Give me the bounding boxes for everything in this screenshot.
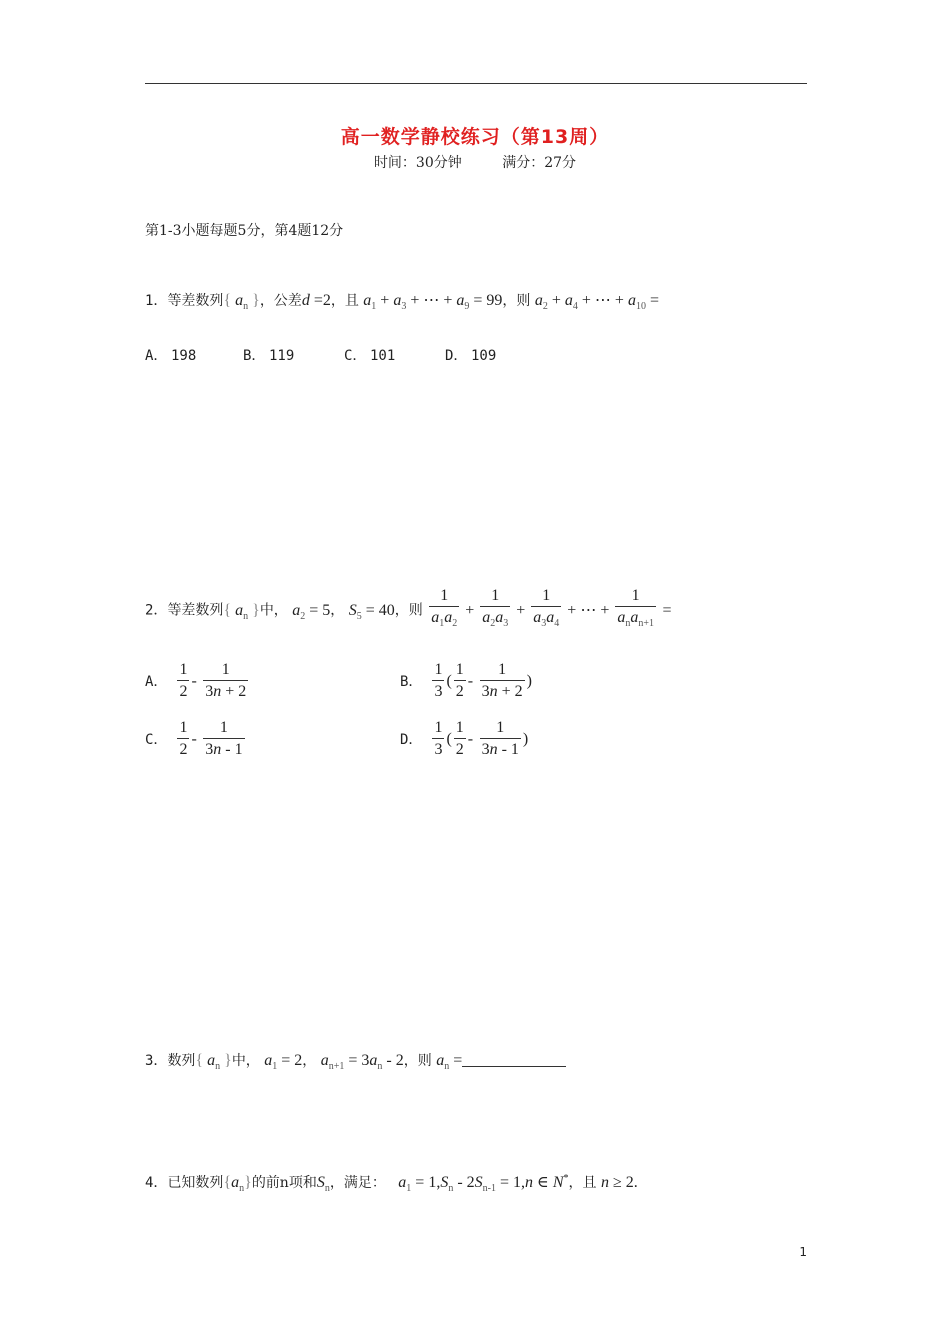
page-title: 高一数学静校练习（第13周） [340, 126, 610, 148]
a1-value: $a_1 = 2$ [264, 1052, 303, 1072]
question-2: 2．等差数列{ $a_n$ }中， $a_2 = 5$， $S_5 = 40$，则 $\frac{1}{a_1a_2}$ + $\frac{1}{a_2a_3}$ + $\frac{1}{a_3a_4}$ + ⋯ + $\frac{1}{a_na_{n+1}}$ = [145, 587, 672, 629]
even-sum-expression: $a_2 + a_4$ + ⋯ + $a_{10}$ = [534, 292, 659, 312]
reciprocal-sum: $\frac{1}{a_1a_2}$ + $\frac{1}{a_2a_3}$ + $\frac{1}{a_3a_4}$ + ⋯ + $\frac{1}{a_na_{n+1}}$ = [431, 587, 672, 629]
answer-expression: $a_n$ = [436, 1052, 463, 1072]
n-constraint: n ≥ 2. [601, 1174, 638, 1191]
sequence-an: $\{a_n\}$ [223, 1174, 252, 1194]
a2-value: $a_2 = 5$ [292, 601, 331, 622]
sequence-an: { $a_n$ } [223, 292, 260, 312]
q2-option-a[interactable]: A． $\frac{1}{2}$ - $\frac{1}{3n + 2}$ [145, 661, 247, 700]
time-limit: 时间：30分钟 [373, 155, 462, 171]
page-number: 1 [799, 1245, 807, 1259]
question-4: 4．已知数列$\{a_n\}$的前n项和$S_n$，满足： $a_1 = 1,S_n - 2S_{n-1} = 1,n$ ∈ N*，且 n ≥ 2. [145, 1173, 638, 1194]
s5-value: $S_5 = 40$ [348, 601, 395, 622]
sequence-an: { $a_n$ } [223, 601, 260, 622]
question-1: 1．等差数列{ $a_n$ }，公差d =2，且 $a_1 + a_3$ + ⋯ + $a_9 = 99$，则 $a_2 + a_4$ + ⋯ + $a_{10}$ = [145, 292, 659, 312]
q1-option-b[interactable]: B． 119 [243, 348, 295, 364]
instructions: 第1-3小题每题5分，第4题12分 [145, 223, 344, 239]
odd-sum-expression: $a_1 + a_3$ + ⋯ + $a_9 = 99$ [363, 292, 503, 312]
condition-expression: $a_1 = 1,S_n - 2S_{n-1} = 1,n$ ∈ N* [398, 1173, 569, 1194]
sequence-an: { $a_n$ } [195, 1052, 232, 1072]
sn-symbol: $S_n$ [316, 1174, 330, 1194]
question-3: 3．数列{ $a_n$ }中， $a_1 = 2$， $a_{n+1} = 3a_n - 2$，则 $a_n$ = [145, 1050, 566, 1072]
full-score: 满分：27分 [502, 155, 577, 171]
q2-option-c[interactable]: C． $\frac{1}{2}$ - $\frac{1}{3n - 1}$ [145, 719, 243, 758]
answer-blank[interactable] [462, 1052, 566, 1067]
header-rule [145, 83, 807, 84]
q1-option-a[interactable]: A． 198 [145, 348, 197, 364]
q1-option-c[interactable]: C． 101 [344, 348, 396, 364]
q2-option-b[interactable]: B． $\frac{1}{3}$ ( $\frac{1}{2}$ - $\frac{1}{3n + 2}$ ) [400, 661, 532, 700]
recurrence: $a_{n+1} = 3a_n - 2$ [320, 1052, 404, 1072]
common-difference: d =2 [301, 292, 331, 309]
q1-option-d[interactable]: D． 109 [445, 348, 497, 364]
q2-option-d[interactable]: D． $\frac{1}{3}$ ( $\frac{1}{2}$ - $\frac{1}{3n - 1}$ ) [400, 719, 529, 758]
exam-meta [0, 152, 950, 172]
